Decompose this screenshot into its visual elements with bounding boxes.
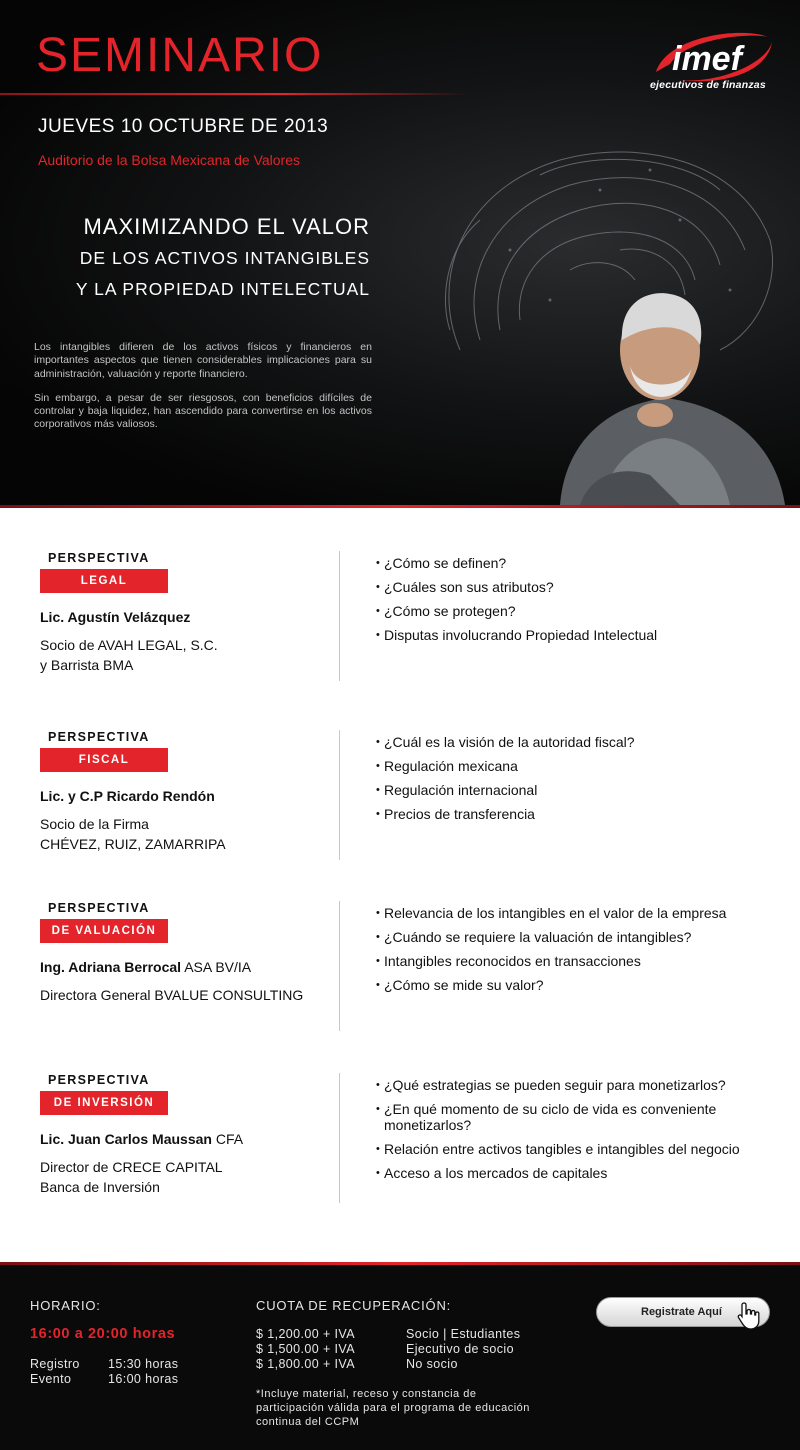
topic-item: • ¿Cómo se mide su valor?: [376, 977, 776, 993]
speaker-name-bold: Lic. y C.P Ricardo Rendón: [40, 788, 215, 804]
topic-list: [376, 1077, 776, 1189]
topic-item: • Regulación mexicana: [376, 758, 776, 774]
perspective-label: PERSPECTIVA: [48, 551, 150, 565]
speaker-role: [40, 985, 303, 1005]
section-divider: [339, 1073, 340, 1203]
price-amount: $ 1,200.00 + IVA: [256, 1327, 355, 1341]
section-divider: [339, 901, 340, 1031]
topic-item: • Relevancia de los intangibles en el valor de la empresa: [376, 905, 776, 921]
role-line: Banca de Inversión: [40, 1179, 160, 1195]
topic-item: • Disputas involucrando Propiedad Intelectual: [376, 627, 776, 643]
perspective-label: PERSPECTIVA: [48, 1073, 150, 1087]
speaker-name: [40, 788, 215, 804]
speaker-credential: CFA: [211, 1131, 244, 1147]
intro-paragraph-1: Los intangibles difieren de los activos físicos y financieros en importantes aspectos que tienen considerables implicaciones para su administración, valuación y reporte financiero.: [34, 341, 372, 380]
speaker-name: [40, 959, 251, 975]
price-amount: $ 1,800.00 + IVA: [256, 1357, 355, 1371]
speaker-credential: ASA BV/IA: [181, 959, 252, 975]
schedule-time: 15:30 horas: [108, 1357, 179, 1371]
topic-item: • ¿Cuál es la visión de la autoridad fiscal?: [376, 734, 776, 750]
intro-paragraph-2: Sin embargo, a pesar de ser riesgosos, con beneficios difíciles de controlar y baja liquidez, han ascendido para convertirse en los activos corporativos más valiosos.: [34, 391, 372, 431]
perspective-label: PERSPECTIVA: [48, 901, 150, 915]
schedule-times: [108, 1357, 178, 1387]
topic-item: • ¿Cuándo se requiere la valuación de intangibles?: [376, 929, 776, 945]
section-fiscal: [0, 730, 800, 870]
price-audience: No socio: [406, 1357, 458, 1371]
topic-item: • ¿Cómo se definen?: [376, 555, 776, 571]
thinking-man-photo: [540, 280, 790, 505]
schedule-label: Evento: [30, 1372, 72, 1386]
topic-item: • Regulación internacional: [376, 782, 776, 798]
title-underline: [0, 93, 470, 95]
event-date: JUEVES 10 OCTUBRE DE 2013: [38, 116, 329, 137]
role-line: Director de CRECE CAPITAL: [40, 1159, 223, 1175]
schedule-label: Registro: [30, 1357, 80, 1371]
topic-item: • Relación entre activos tangibles e intangibles del negocio: [376, 1141, 776, 1157]
topic-item: • ¿En qué momento de su ciclo de vida es conveniente monetizarlos?: [376, 1101, 776, 1133]
topic-item: • ¿Cuáles son sus atributos?: [376, 579, 776, 595]
perspective-tag: LEGAL: [40, 569, 168, 593]
schedule-time: 16:00 horas: [108, 1372, 179, 1386]
headline-line-1: MAXIMIZANDO EL VALOR: [83, 214, 370, 239]
speaker-name-bold: Lic. Agustín Velázquez: [40, 609, 191, 625]
section-divider: [339, 730, 340, 860]
topic-list: [376, 555, 776, 651]
perspective-tag: FISCAL: [40, 748, 168, 772]
hero-banner: [0, 0, 800, 505]
headline-line-2: DE LOS ACTIVOS INTANGIBLES: [79, 248, 370, 268]
hero-divider: [0, 505, 800, 508]
section-inversion: [0, 1073, 800, 1213]
price-audience: Ejecutivo de socio: [406, 1342, 514, 1356]
role-line: Socio de la Firma: [40, 816, 149, 832]
topic-item: • ¿Qué estrategias se pueden seguir para monetizarlos?: [376, 1077, 776, 1093]
event-venue: Auditorio de la Bolsa Mexicana de Valores: [38, 152, 301, 168]
price-note: *Incluye material, receso y constancia de participación válida para el programa de educación continua del CCPM: [256, 1388, 530, 1428]
speaker-name: [40, 609, 190, 625]
topic-item: • Precios de transferencia: [376, 806, 776, 822]
speaker-role: [40, 814, 226, 854]
footer: [0, 1265, 800, 1450]
perspective-label: PERSPECTIVA: [48, 730, 150, 744]
cuota-label: CUOTA DE RECUPERACIÓN:: [256, 1298, 452, 1313]
topic-list: [376, 905, 776, 1001]
topic-item: • Intangibles reconocidos en transacciones: [376, 953, 776, 969]
role-line: CHÉVEZ, RUIZ, ZAMARRIPA: [40, 836, 226, 852]
intro-text: [34, 341, 372, 443]
role-line: y Barrista BMA: [40, 657, 134, 673]
horario-time: 16:00 a 20:00 horas: [30, 1326, 176, 1342]
section-divider: [339, 551, 340, 681]
speaker-role: [40, 1157, 223, 1197]
price-audiences: [406, 1327, 520, 1372]
speaker-name-bold: Ing. Adriana Berrocal: [40, 959, 182, 975]
role-line: Socio de AVAH LEGAL, S.C.: [40, 637, 218, 653]
topic-item: • Acceso a los mercados de capitales: [376, 1165, 776, 1181]
price-audience: Socio | Estudiantes: [406, 1327, 521, 1341]
page-title: SEMINARIO: [36, 29, 324, 82]
perspective-tag: DE VALUACIÓN: [40, 919, 168, 943]
perspective-tag: DE INVERSIÓN: [40, 1091, 168, 1115]
speaker-role: [40, 635, 218, 675]
headline-line-3: Y LA PROPIEDAD INTELECTUAL: [75, 279, 370, 299]
horario-label: HORARIO:: [30, 1298, 101, 1313]
register-label: Registrate Aquí: [641, 1306, 722, 1318]
role-line: Directora General BVALUE CONSULTING: [40, 987, 304, 1003]
price-amounts: [256, 1327, 355, 1372]
pointer-hand-icon: [736, 1301, 762, 1331]
section-legal: [0, 551, 800, 691]
logo-text: imef: [672, 40, 742, 78]
speaker-name: [40, 1131, 243, 1147]
section-valuacion: [0, 901, 800, 1041]
logo-tagline: ejecutivos de finanzas: [650, 79, 766, 91]
speaker-name-bold: Lic. Juan Carlos Maussan: [40, 1131, 212, 1147]
topic-item: • ¿Cómo se protegen?: [376, 603, 776, 619]
schedule-labels: [30, 1357, 80, 1387]
topic-list: [376, 734, 776, 830]
price-amount: $ 1,500.00 + IVA: [256, 1342, 355, 1356]
